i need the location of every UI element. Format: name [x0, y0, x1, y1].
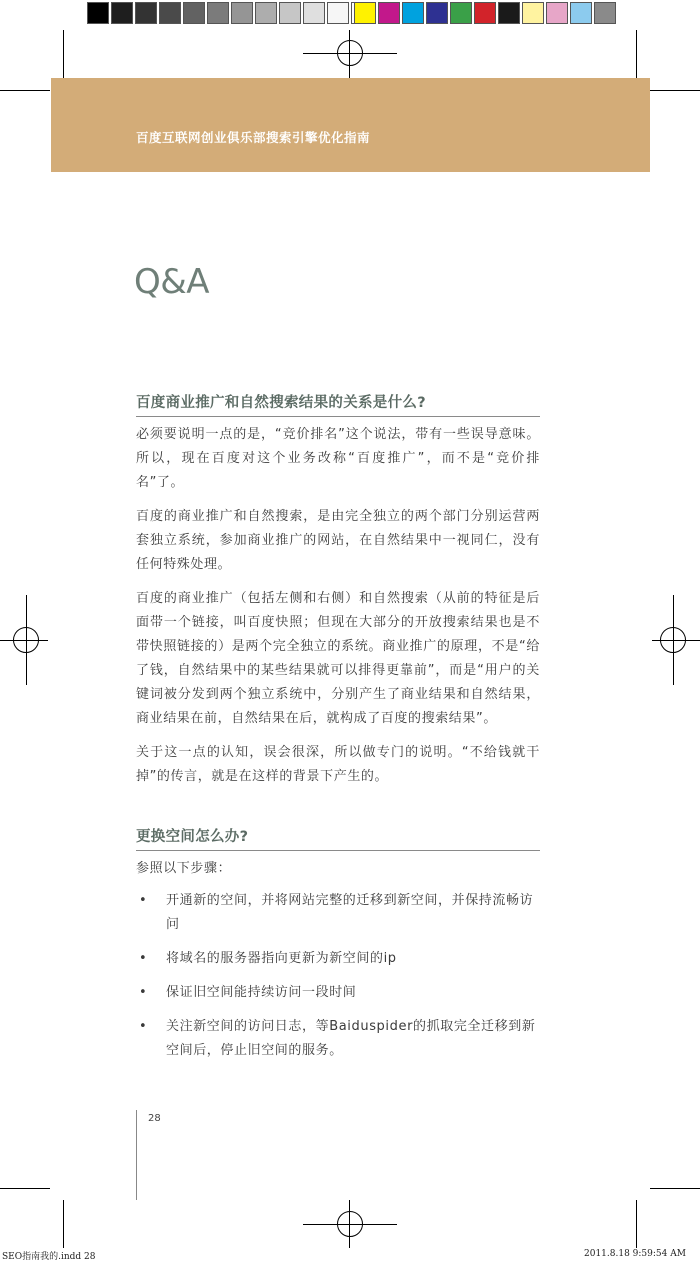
- header-band: [51, 78, 650, 172]
- file-slug: SEO指南我的.indd 28: [2, 1252, 96, 1262]
- header-title: 百度互联网创业俱乐部搜索引擎优化指南: [136, 130, 371, 145]
- gray-color-bar: [87, 2, 375, 24]
- crop-mark-top-right-h: [650, 90, 700, 91]
- paragraph: 百度的商业推广和自然搜索，是由完全独立的两个部门分别运营两套独立系统，参加商业推广的网站，在自然结果中一视同仁，没有任何特殊处理。: [136, 509, 540, 572]
- color-swatch-5: [474, 2, 496, 24]
- gray-swatch-3: [159, 2, 181, 24]
- bullet-icon: •: [139, 985, 148, 1000]
- paragraph: 关于这一点的认知，误会很深，所以做专门的说明。“不给钱就干掉”的传言，就是在这样的背景下产生的。: [136, 745, 540, 784]
- paragraph: 百度的商业推广（包括左侧和右侧）和自然搜索（从前的特征是后面带一个链接，叫百度快照；但现在大部分的开放搜索结果也是不带快照链接的）是两个完全独立的系统。商业推广的原理，不是“给了钱，自然结果中的某些结果就可以排得更靠前”，而是“用户的关键词被分发到两个独立系统中，分别产生了商业结果和自然结果，商业结果在前，自然结果在后，就构成了百度的搜索结果”。: [136, 591, 540, 726]
- registration-mark-top: [337, 40, 363, 66]
- list-item-text: 关注新空间的访问日志，等Baiduspider的抓取完全迁移到新空间后，停止旧空间的服务。: [166, 1019, 536, 1058]
- color-swatch-8: [546, 2, 568, 24]
- list-item: [136, 1015, 540, 1063]
- color-swatch-2: [402, 2, 424, 24]
- section-business-promotion: [136, 391, 540, 799]
- registration-mark-left: [13, 627, 39, 653]
- page-number: 28: [148, 1113, 161, 1124]
- steps-list: [136, 889, 540, 1063]
- gray-swatch-4: [183, 2, 205, 24]
- timestamp-slug: 2011.8.18 9:59:54 AM: [584, 1249, 686, 1259]
- crop-mark-bottom-left-v: [63, 1200, 64, 1248]
- paragraph: 参照以下步骤：: [136, 861, 232, 876]
- list-item-text: 保证旧空间能持续访问一段时间: [166, 985, 357, 1000]
- page-title: Q&A: [134, 262, 210, 302]
- list-item-text: 开通新的空间，并将网站完整的迁移到新空间，并保持流畅访问: [166, 893, 534, 932]
- section-heading: 更换空间怎么办?: [136, 825, 540, 851]
- color-swatch-10: [594, 2, 616, 24]
- crop-mark-bottom-left-h: [0, 1188, 50, 1189]
- section-heading: 百度商业推广和自然搜索结果的关系是什么?: [136, 391, 540, 417]
- color-swatch-7: [522, 2, 544, 24]
- list-item: [136, 981, 540, 1005]
- gray-swatch-0: [87, 2, 109, 24]
- list-item-text: 将域名的服务器指向更新为新空间的ip: [166, 951, 397, 966]
- gray-swatch-10: [327, 2, 349, 24]
- bullet-icon: •: [139, 951, 148, 966]
- color-swatch-4: [450, 2, 472, 24]
- gray-swatch-8: [279, 2, 301, 24]
- crop-mark-top-left-h: [0, 90, 50, 91]
- crop-mark-bottom-right-v: [636, 1200, 637, 1248]
- paragraph: 必须要说明一点的是，“竞价排名”这个说法，带有一些误导意味。所以，现在百度对这个业务改称“百度推广”，而不是“竞价排名”了。: [136, 427, 540, 490]
- bullet-icon: •: [139, 893, 148, 908]
- color-swatch-3: [426, 2, 448, 24]
- color-swatch-1: [378, 2, 400, 24]
- crop-mark-top-right-v: [636, 30, 637, 78]
- gray-swatch-9: [303, 2, 325, 24]
- crop-mark-bottom-right-h: [650, 1188, 700, 1189]
- gray-swatch-1: [111, 2, 133, 24]
- crop-mark-top-left-v: [63, 30, 64, 78]
- gray-swatch-6: [231, 2, 253, 24]
- bullet-icon: •: [139, 1019, 148, 1034]
- page-number-rule: [136, 1110, 137, 1200]
- color-swatch-0: [354, 2, 376, 24]
- gray-swatch-2: [135, 2, 157, 24]
- section-change-hosting: [136, 825, 540, 1073]
- list-item: [136, 947, 540, 971]
- gray-swatch-7: [255, 2, 277, 24]
- cmyk-color-bar: [354, 2, 618, 24]
- color-swatch-6: [498, 2, 520, 24]
- gray-swatch-5: [207, 2, 229, 24]
- registration-mark-bottom: [337, 1211, 363, 1237]
- list-item: [136, 889, 540, 937]
- registration-mark-right: [660, 627, 686, 653]
- color-swatch-9: [570, 2, 592, 24]
